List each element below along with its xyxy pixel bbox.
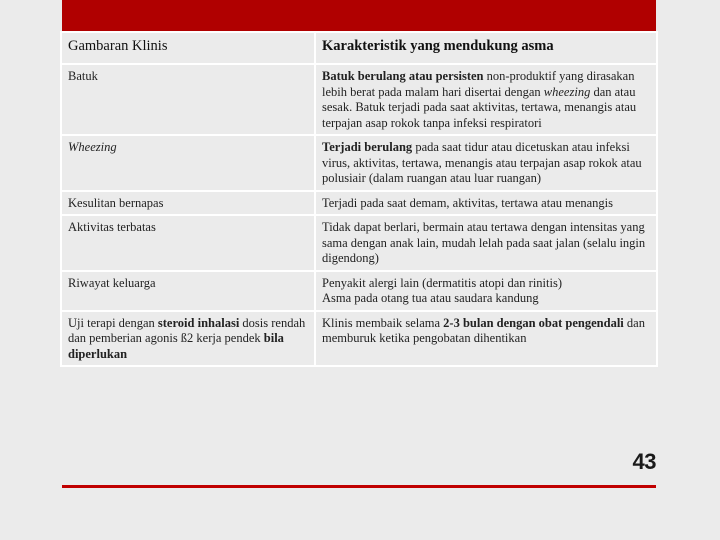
row-description xyxy=(315,271,657,311)
row-label xyxy=(61,311,315,367)
label-text: Uji terapi dengan xyxy=(68,315,158,330)
desc-line: Penyakit alergi lain (dermatitis atopi dan rinitis) xyxy=(322,275,562,290)
desc-bold-text: Terjadi berulang xyxy=(322,140,413,154)
desc-italic-text: wheezing xyxy=(543,84,591,99)
row-label: Wheezing xyxy=(61,135,315,191)
row-label: Riwayat keluarga xyxy=(61,271,315,311)
table-row xyxy=(61,271,657,311)
label-bold-text: steroid inhalasi xyxy=(157,315,240,330)
table-row xyxy=(61,215,657,271)
table-row xyxy=(61,135,657,191)
table-header-row xyxy=(61,32,657,64)
row-description xyxy=(315,311,657,367)
page-number: 43 xyxy=(632,449,656,474)
row-description xyxy=(315,135,657,191)
top-accent-bar xyxy=(62,0,656,31)
header-col1-text: Gambaran Klinis xyxy=(68,38,168,54)
header-clinical-features xyxy=(61,32,315,64)
desc-text: pada saat tidur atau dicetuskan atau infeksi virus, aktivitas, tertawa, menangis atau terpajan asap rokok atau polusiair (dalam ruangan atau luar ruangan) xyxy=(322,140,642,185)
row-label: Aktivitas terbatas xyxy=(61,215,315,271)
table-row xyxy=(61,191,657,216)
desc-bold-text: 2-3 bulan dengan obat pengendali xyxy=(443,315,624,330)
row-label: Batuk xyxy=(61,64,315,135)
desc-text: non-produktif yang dirasakan lebih berat pada malam hari disertai dengan xyxy=(322,69,635,99)
desc-bold-text: Batuk berulang atau persisten xyxy=(322,69,484,83)
row-description: Terjadi pada saat demam, aktivitas, tertawa atau menangis xyxy=(315,191,657,216)
header-supporting-characteristics xyxy=(315,32,657,64)
desc-text: Klinis membaik selama xyxy=(322,315,444,330)
desc-line: Asma pada otang tua atau saudara kandung xyxy=(322,291,539,305)
row-label: Kesulitan bernapas xyxy=(61,191,315,216)
table-row xyxy=(61,311,657,367)
row-description xyxy=(315,64,657,135)
header-col2-text: Karakteristik yang mendukung asma xyxy=(322,38,554,54)
desc-text: dan atau sesak. Batuk terjadi pada saat aktivitas, tertawa, menangis atau terpajan asap rokok tanpa infeksi respiratori xyxy=(322,84,637,130)
bottom-divider xyxy=(62,485,656,488)
table-row xyxy=(61,64,657,135)
row-description: Tidak dapat berlari, bermain atau tertawa dengan intensitas yang sama dengan anak lain, mudah lelah pada saat jalan (selalu ingin digendong) xyxy=(315,215,657,271)
desc-text: dan memburuk ketika pengobatan dihentikan xyxy=(322,315,645,345)
label-text: dosis rendah dan pemberian agonis ß2 kerja pendek xyxy=(68,315,306,345)
label-bold-text: bila diperlukan xyxy=(68,331,284,361)
asthma-criteria-table xyxy=(60,31,658,367)
